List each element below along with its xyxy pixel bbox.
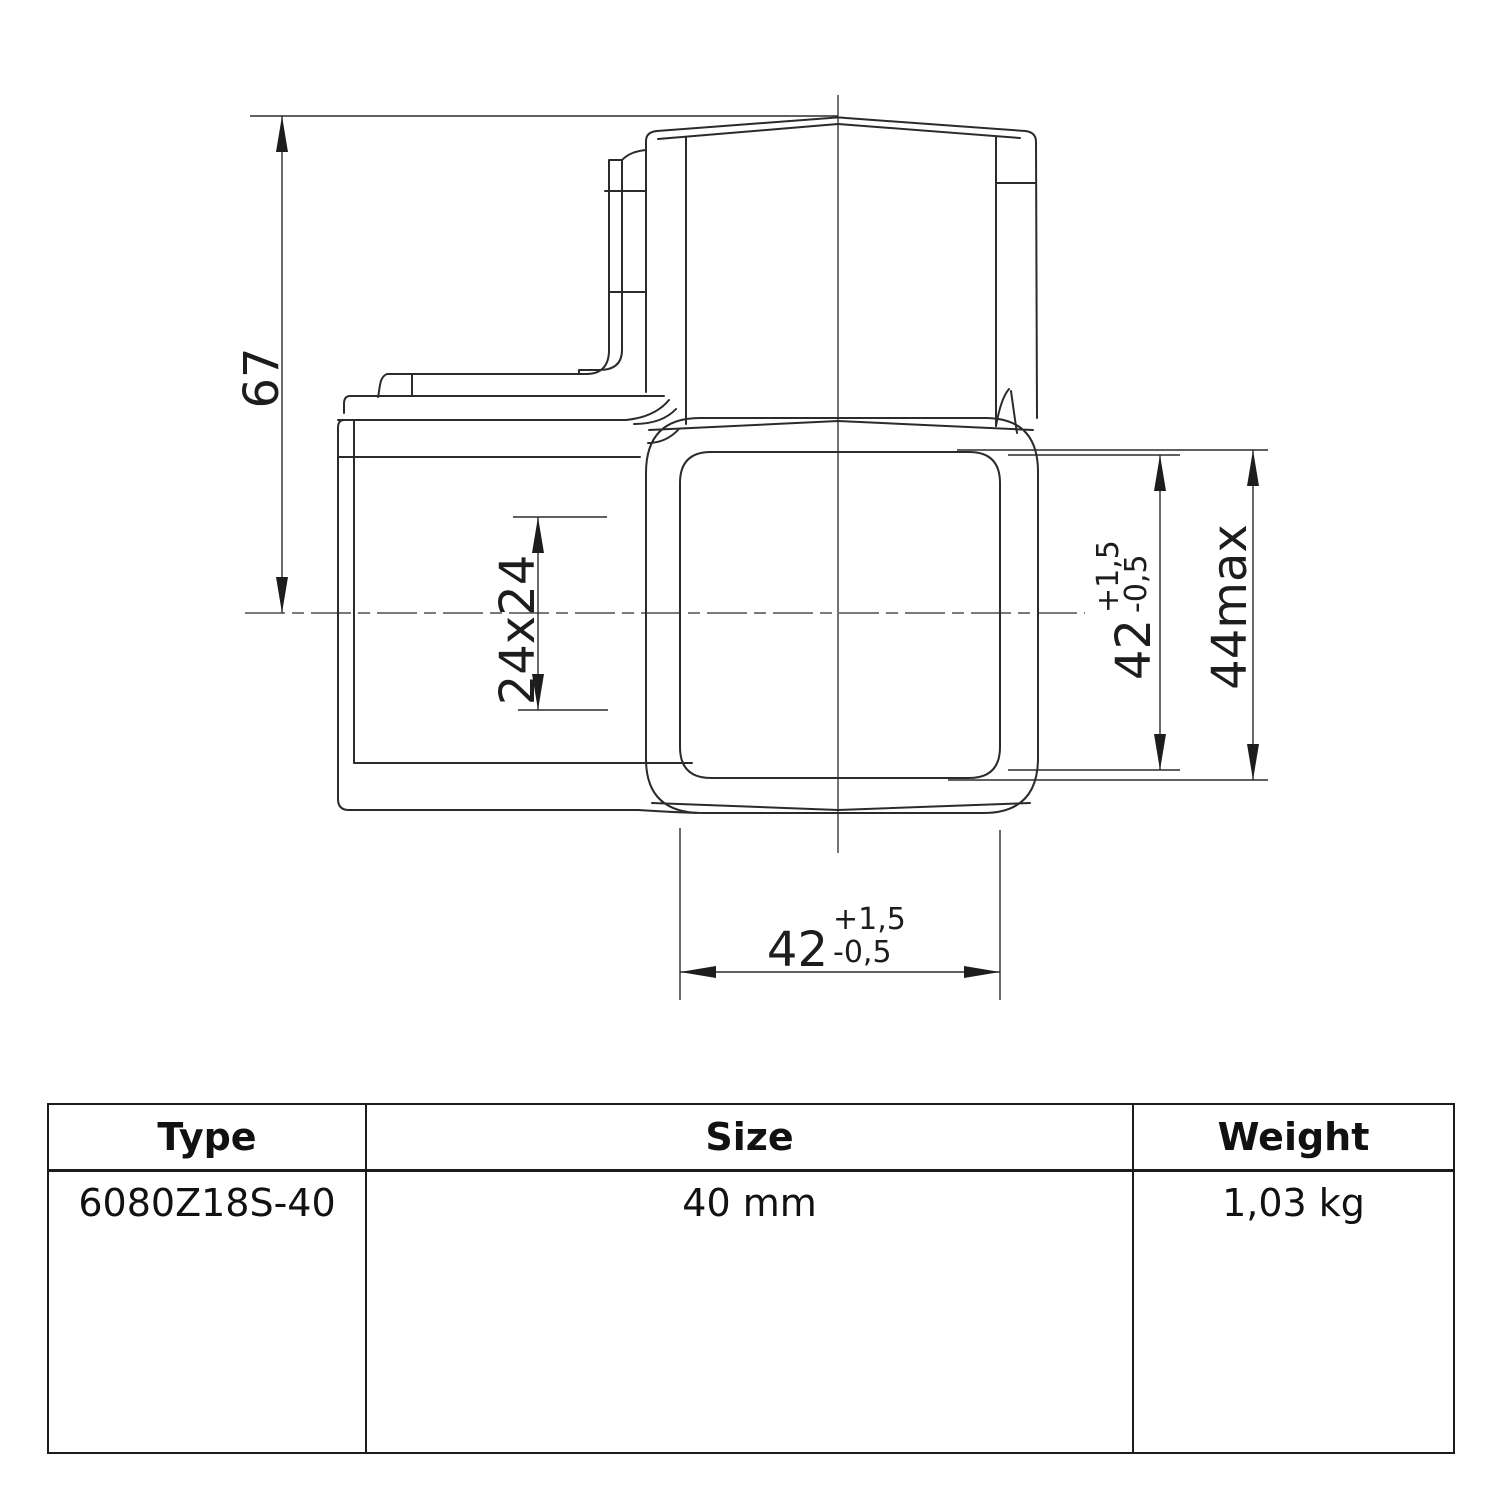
- arrowhead-down: [1154, 734, 1166, 770]
- spec-header-size: Size: [366, 1104, 1133, 1171]
- dimension-outer-44max: [948, 450, 1268, 780]
- spec-table: [47, 1103, 1455, 1454]
- arrowhead-down: [276, 577, 288, 613]
- arrowhead-left: [680, 966, 716, 978]
- dim-label-outer-max: 44max: [1202, 524, 1258, 690]
- svg-text:+1,5: +1,5: [833, 902, 906, 937]
- spec-value-size: 40 mm: [366, 1171, 1133, 1454]
- arrowhead-down: [1247, 744, 1259, 780]
- spec-header-weight: Weight: [1133, 1104, 1454, 1171]
- spec-value-weight: 1,03 kg: [1133, 1171, 1454, 1454]
- part-view: [338, 118, 1038, 814]
- dim-label-inner-square: 24x24: [490, 554, 546, 706]
- arrowhead-right: [964, 966, 1000, 978]
- arrowhead-up: [276, 116, 288, 152]
- spec-value-type: 6080Z18S-40: [48, 1171, 366, 1454]
- svg-text:42: 42: [1106, 619, 1162, 681]
- dimension-socket-right-42: [1008, 455, 1180, 770]
- vertical-socket-outline: [605, 118, 1037, 427]
- arrowhead-up: [532, 517, 544, 553]
- left-socket-rear-wall: [344, 150, 664, 413]
- dim-label-socket-bottom: [767, 902, 906, 978]
- svg-text:42: 42: [766, 922, 828, 978]
- spec-header-row: [48, 1104, 1454, 1171]
- spec-header-type: Type: [48, 1104, 366, 1171]
- front-socket-inner: [680, 452, 1000, 778]
- dim-label-socket-right: [1091, 540, 1162, 680]
- arrowhead-up: [1247, 450, 1259, 486]
- dimension-socket-bottom-42: [680, 828, 1000, 1000]
- svg-text:+1,5: +1,5: [1091, 540, 1126, 613]
- svg-text:-0,5: -0,5: [1119, 554, 1154, 613]
- arrowhead-up: [1154, 455, 1166, 491]
- centerlines: [245, 95, 1085, 853]
- svg-text:-0,5: -0,5: [833, 935, 892, 970]
- spec-data-row: [48, 1171, 1454, 1454]
- dim-label-height: 67: [234, 347, 290, 409]
